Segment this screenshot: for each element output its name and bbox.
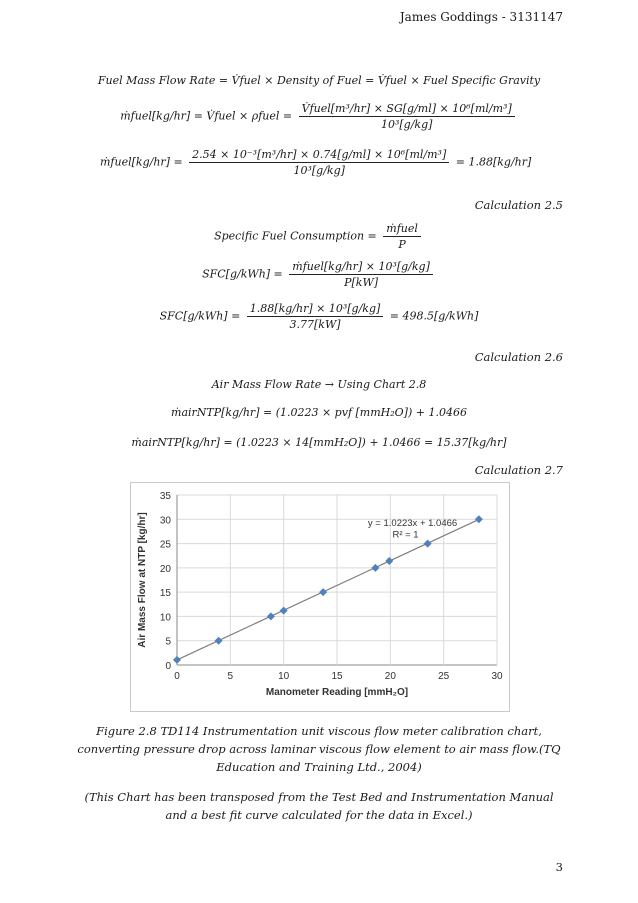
equation-sfc-units bbox=[0, 260, 638, 289]
equation-fuel-mass-flow-units bbox=[0, 102, 638, 131]
figure-note: (This Chart has been transposed from the Test Bed and Instrumentation Manual and a best fit curve calculated for the data in Excel.) bbox=[84, 790, 554, 822]
equation-fuel-mass-flow-values bbox=[100, 148, 531, 177]
eq6-fraction bbox=[247, 302, 384, 331]
eq3-numerator: 2.54 × 10⁻³[m³/hr] × 0.74[g/ml] × 10⁶[ml/m³] bbox=[189, 148, 449, 163]
x-axis-title: Manometer Reading [mmH₂O] bbox=[265, 687, 409, 698]
data-point bbox=[371, 564, 379, 572]
eq5-fraction bbox=[289, 260, 433, 289]
data-point bbox=[475, 515, 483, 523]
y-tick-label: 10 bbox=[159, 612, 171, 624]
eq5-numerator: ṁfuel[kg/hr] × 10³[g/kg] bbox=[289, 260, 433, 275]
eq2-denominator: 10³[g/kg] bbox=[380, 118, 433, 131]
calculation-label-2-5: Calculation 2.5 bbox=[474, 198, 563, 212]
y-tick-label: 20 bbox=[159, 563, 171, 575]
eq3-denominator: 10³[g/kg] bbox=[293, 164, 345, 177]
calculation-label-2-7: Calculation 2.7 bbox=[474, 463, 563, 477]
trendline-equation: y = 1.0223x + 1.0466 bbox=[367, 518, 458, 530]
eq5-denominator: P[kW] bbox=[344, 276, 379, 289]
x-tick-label: 25 bbox=[438, 671, 450, 682]
y-tick-label: 0 bbox=[165, 661, 171, 672]
trendline bbox=[177, 519, 479, 660]
y-tick-label: 30 bbox=[159, 515, 171, 527]
eq6-denominator: 3.77[kW] bbox=[289, 318, 341, 331]
eq3-fraction bbox=[189, 148, 449, 177]
y-tick-label: 5 bbox=[165, 636, 171, 648]
eq6-lhs: SFC[g/kWh] = bbox=[159, 309, 241, 323]
equation-fuel-mass-flow: Fuel Mass Flow Rate = V̇fuel × Density of Fuel = V̇fuel × Fuel Specific Gravity bbox=[97, 74, 541, 87]
calculation-label-2-6: Calculation 2.6 bbox=[474, 350, 563, 364]
calibration-chart bbox=[130, 482, 510, 712]
eq4-numerator: ṁfuel bbox=[383, 222, 421, 237]
data-point bbox=[215, 637, 223, 645]
eq6-numerator: 1.88[kg/hr] × 10³[g/kg] bbox=[247, 302, 384, 317]
equation-air-mass-flow: Air Mass Flow Rate → Using Chart 2.8 bbox=[211, 378, 427, 391]
eq2-lhs: ṁfuel[kg/hr] = V̇fuel × ρfuel = bbox=[120, 109, 293, 123]
eq4-fraction bbox=[383, 222, 421, 251]
eq2-numerator: V̇fuel[m³/hr] × SG[g/ml] × 10⁶[ml/m³] bbox=[299, 102, 515, 117]
x-tick-label: 15 bbox=[331, 671, 343, 682]
x-tick-label: 10 bbox=[278, 671, 290, 682]
equation-air-mass-flow-values: ṁairNTP[kg/hr] = (1.0223 × 14[mmH₂O]) + 1.0466 = 15.37[kg/hr] bbox=[131, 436, 507, 449]
data-point bbox=[173, 656, 181, 664]
calibration-chart-svg bbox=[131, 483, 509, 711]
data-point bbox=[267, 612, 275, 620]
equation-air-mass-flow-formula: ṁairNTP[kg/hr] = (1.0223 × pvf [mmH₂O]) + 1.0466 bbox=[171, 406, 467, 419]
y-tick-label: 25 bbox=[159, 539, 171, 551]
data-point bbox=[280, 607, 288, 615]
data-point bbox=[319, 588, 327, 596]
y-axis-title: Air Mass Flow at NTP [kg/hr] bbox=[137, 512, 148, 648]
equation-specific-fuel-consumption bbox=[0, 222, 638, 251]
equation-sfc-values bbox=[0, 302, 638, 331]
eq2-fraction bbox=[299, 102, 515, 131]
x-tick-label: 0 bbox=[174, 671, 180, 682]
trendline-r-squared: R² = 1 bbox=[392, 529, 419, 541]
y-tick-label: 35 bbox=[159, 491, 171, 502]
y-tick-label: 15 bbox=[159, 588, 171, 600]
eq5-lhs: SFC[g/kWh] = bbox=[202, 267, 283, 281]
x-tick-label: 5 bbox=[227, 671, 234, 682]
eq4-denominator: P bbox=[398, 238, 406, 251]
figure-caption: Figure 2.8 TD114 Instrumentation unit viscous flow meter calibration chart, converting pressure drop across laminar viscous flow element to air mass flow.(TQ Education and Training Ltd., 2004) bbox=[77, 724, 561, 774]
page-header-author: James Goddings - 3131147 bbox=[399, 10, 563, 24]
x-tick-label: 20 bbox=[384, 671, 396, 682]
x-tick-label: 30 bbox=[491, 671, 503, 682]
eq3-result: = 1.88[kg/hr] bbox=[455, 155, 532, 169]
eq4-lhs: Specific Fuel Consumption = bbox=[214, 229, 377, 243]
data-point bbox=[385, 557, 393, 565]
eq6-result: = 498.5[g/kWh] bbox=[389, 309, 479, 323]
eq3-lhs: ṁfuel[kg/hr] = bbox=[100, 155, 183, 169]
page-number: 3 bbox=[555, 860, 563, 874]
data-point bbox=[424, 540, 432, 548]
